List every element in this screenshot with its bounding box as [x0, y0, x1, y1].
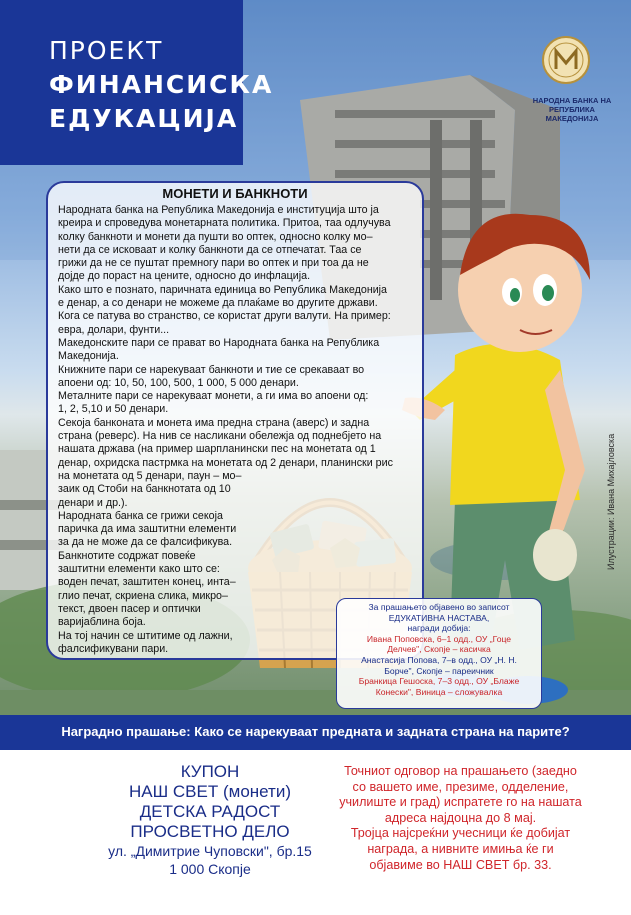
- article-line: страна (реверс). На нив се насликани обележја од поднебјето на: [58, 430, 382, 443]
- article-line: заштитни елементи како што се:: [58, 563, 220, 576]
- coupon-street: ул. „Димитрие Чуповски", бр.15: [108, 843, 312, 859]
- article-title: МОНЕТИ И БАНКНОТИ: [162, 186, 308, 201]
- coupon-label: КУПОН: [180, 762, 240, 781]
- answer-line: награда, а нивните имиња ќе ги: [367, 841, 554, 856]
- article-line: дојде до пораст на цените, односно до инфлација.: [58, 270, 311, 283]
- article-line: глио печат, скриена слика, микро–: [58, 589, 228, 602]
- article-line: е денар, а со денари не можеме да плаќаме во другите држави.: [58, 297, 378, 310]
- article-line: нашата држава (на пример шарпланински пес на монетата од 1: [58, 443, 376, 456]
- bank-name-line2: РЕПУБЛИКА МАКЕДОНИЈА: [545, 105, 599, 123]
- coupon-publisher: ДЕТСКА РАДОСТ: [139, 802, 281, 821]
- answer-line: со вашето име, презиме, одделение,: [352, 779, 569, 794]
- article-line: на монетата од 5 денари, паун – мо–: [58, 469, 242, 482]
- illustration-credit: Илустрации: Ивана Михајловска: [606, 433, 616, 570]
- answer-line: адреса најдоцна до 8 мај.: [384, 810, 537, 825]
- article-line: нети да се исковаат и колку банкноти да се отпечатат. Таа се: [58, 243, 362, 256]
- answer-line: Точниот одговор на прашањето (заедно: [344, 764, 577, 778]
- answer-line: училиште и град) испратете го на нашата: [339, 795, 582, 810]
- answer-line: објавиме во НАШ СВЕТ бр. 33.: [369, 857, 552, 872]
- title-line-financial: ФИНАНСИСКА: [49, 70, 274, 99]
- article-body: [58, 204, 393, 656]
- article-line: Банкнотите содржат повеќе: [58, 549, 196, 562]
- article-box: [46, 181, 424, 660]
- article-line: Македонските пари се прават во Народната банка на Република: [58, 336, 380, 349]
- article-line: На тој начин се штитиме од лажни,: [58, 629, 233, 642]
- article-line: колку банкноти и монети да пушти во оптек, односно колку мо–: [58, 230, 373, 243]
- article-line: 1, 2, 5,10 и 50 денари.: [58, 403, 169, 416]
- article-line: креира и спроведува монетарната политика. Притоа, таа одлучува: [58, 217, 391, 230]
- article-line: грижи да не се пуштат премногу пари во оптек и при тоа да не: [58, 257, 369, 270]
- bank-name-line1: НАРОДНА БАНКА НА: [532, 96, 612, 105]
- article-line: за да не може да се фалсификува.: [58, 536, 233, 549]
- winner-line: Борче", Скопје – пареичник: [384, 665, 494, 676]
- prize-section-line: ЕДУКАТИВНА НАСТАВА,: [388, 612, 490, 623]
- title-line-project: ПРОЕКТ: [49, 36, 164, 65]
- article-line: денари и др.).: [58, 496, 128, 509]
- article-line: текст, двоен пасер и оптички: [58, 602, 201, 615]
- article-line: Металните пари се нарекуваат монети, а ги има во апоени од:: [58, 390, 369, 403]
- title-line-education: ЕДУКАЦИЈА: [49, 104, 239, 133]
- article-line: фалсификувани пари.: [58, 642, 169, 655]
- article-line: апоени од: 10, 50, 100, 500, 1 000, 5 000 денари.: [58, 376, 299, 389]
- article-line: денар, охридска пастрмка на монетата од 2 денари, планински рис: [58, 456, 393, 469]
- coupon-publisher-2: ПРОСВЕТНО ДЕЛО: [130, 822, 290, 841]
- article-line: Народната банка на Република Македонија е институција што ја: [58, 204, 379, 216]
- article-line: воден печат, заштитен конец, инта–: [58, 576, 236, 589]
- article-line: варијаблина боја.: [58, 616, 146, 629]
- winner-line: Делчев", Скопје – касичка: [387, 644, 491, 655]
- prize-winners-box: [336, 598, 542, 709]
- article-line: паричка да има заштитни елементи: [58, 523, 237, 536]
- question-bar: [0, 715, 631, 750]
- article-line: Секоја банконата и монета има предна страна (аверс) и задна: [58, 416, 370, 429]
- article-line: евра, долари, фунти...: [58, 323, 170, 336]
- answer-line: Тројца најсреќни учесници ќе добијат: [350, 826, 571, 841]
- winner-line: Ивана Поповска, 6–1 одд., ОУ „Гоце: [366, 633, 512, 644]
- article-line: Книжните пари се нарекуваат банкноти и тие се срекаваат во: [58, 363, 365, 376]
- coupon-city: 1 000 Скопје: [169, 861, 251, 877]
- article-line: Кога се патува во странство, се користат други валути. На пример:: [58, 310, 391, 323]
- prize-winners-text: [337, 602, 541, 697]
- project-title-block: [0, 0, 274, 165]
- national-bank-emblem-icon: [541, 35, 591, 85]
- winner-line: Бранкица Гешоска, 7–3 одд., ОУ „Блаже: [358, 676, 520, 687]
- prize-intro-line: За прашањето објавено во записот: [368, 602, 510, 612]
- coupon-magazine: НАШ СВЕТ (монети): [128, 782, 291, 801]
- bank-name: [522, 96, 622, 123]
- article-line: заик од Стоби на банкнотата од 10: [58, 483, 231, 496]
- article-line: Македонија.: [58, 350, 119, 363]
- coupon-address: [95, 762, 325, 878]
- answer-instructions: [333, 764, 588, 873]
- article-line: Народната банка се грижи секоја: [58, 509, 223, 522]
- winner-line: Конески", Виница – сложувалка: [375, 686, 503, 697]
- article-line: Како што е познато, паричната единица во Република Македонија: [58, 283, 388, 296]
- prize-awarded-line: награди добија:: [407, 623, 471, 634]
- winner-line: Анастасија Попова, 7–в одд., ОУ „Н. Н.: [361, 654, 517, 665]
- prize-question: Наградно прашање: Како се нарекуваат предната и задната страна на парите?: [61, 724, 570, 739]
